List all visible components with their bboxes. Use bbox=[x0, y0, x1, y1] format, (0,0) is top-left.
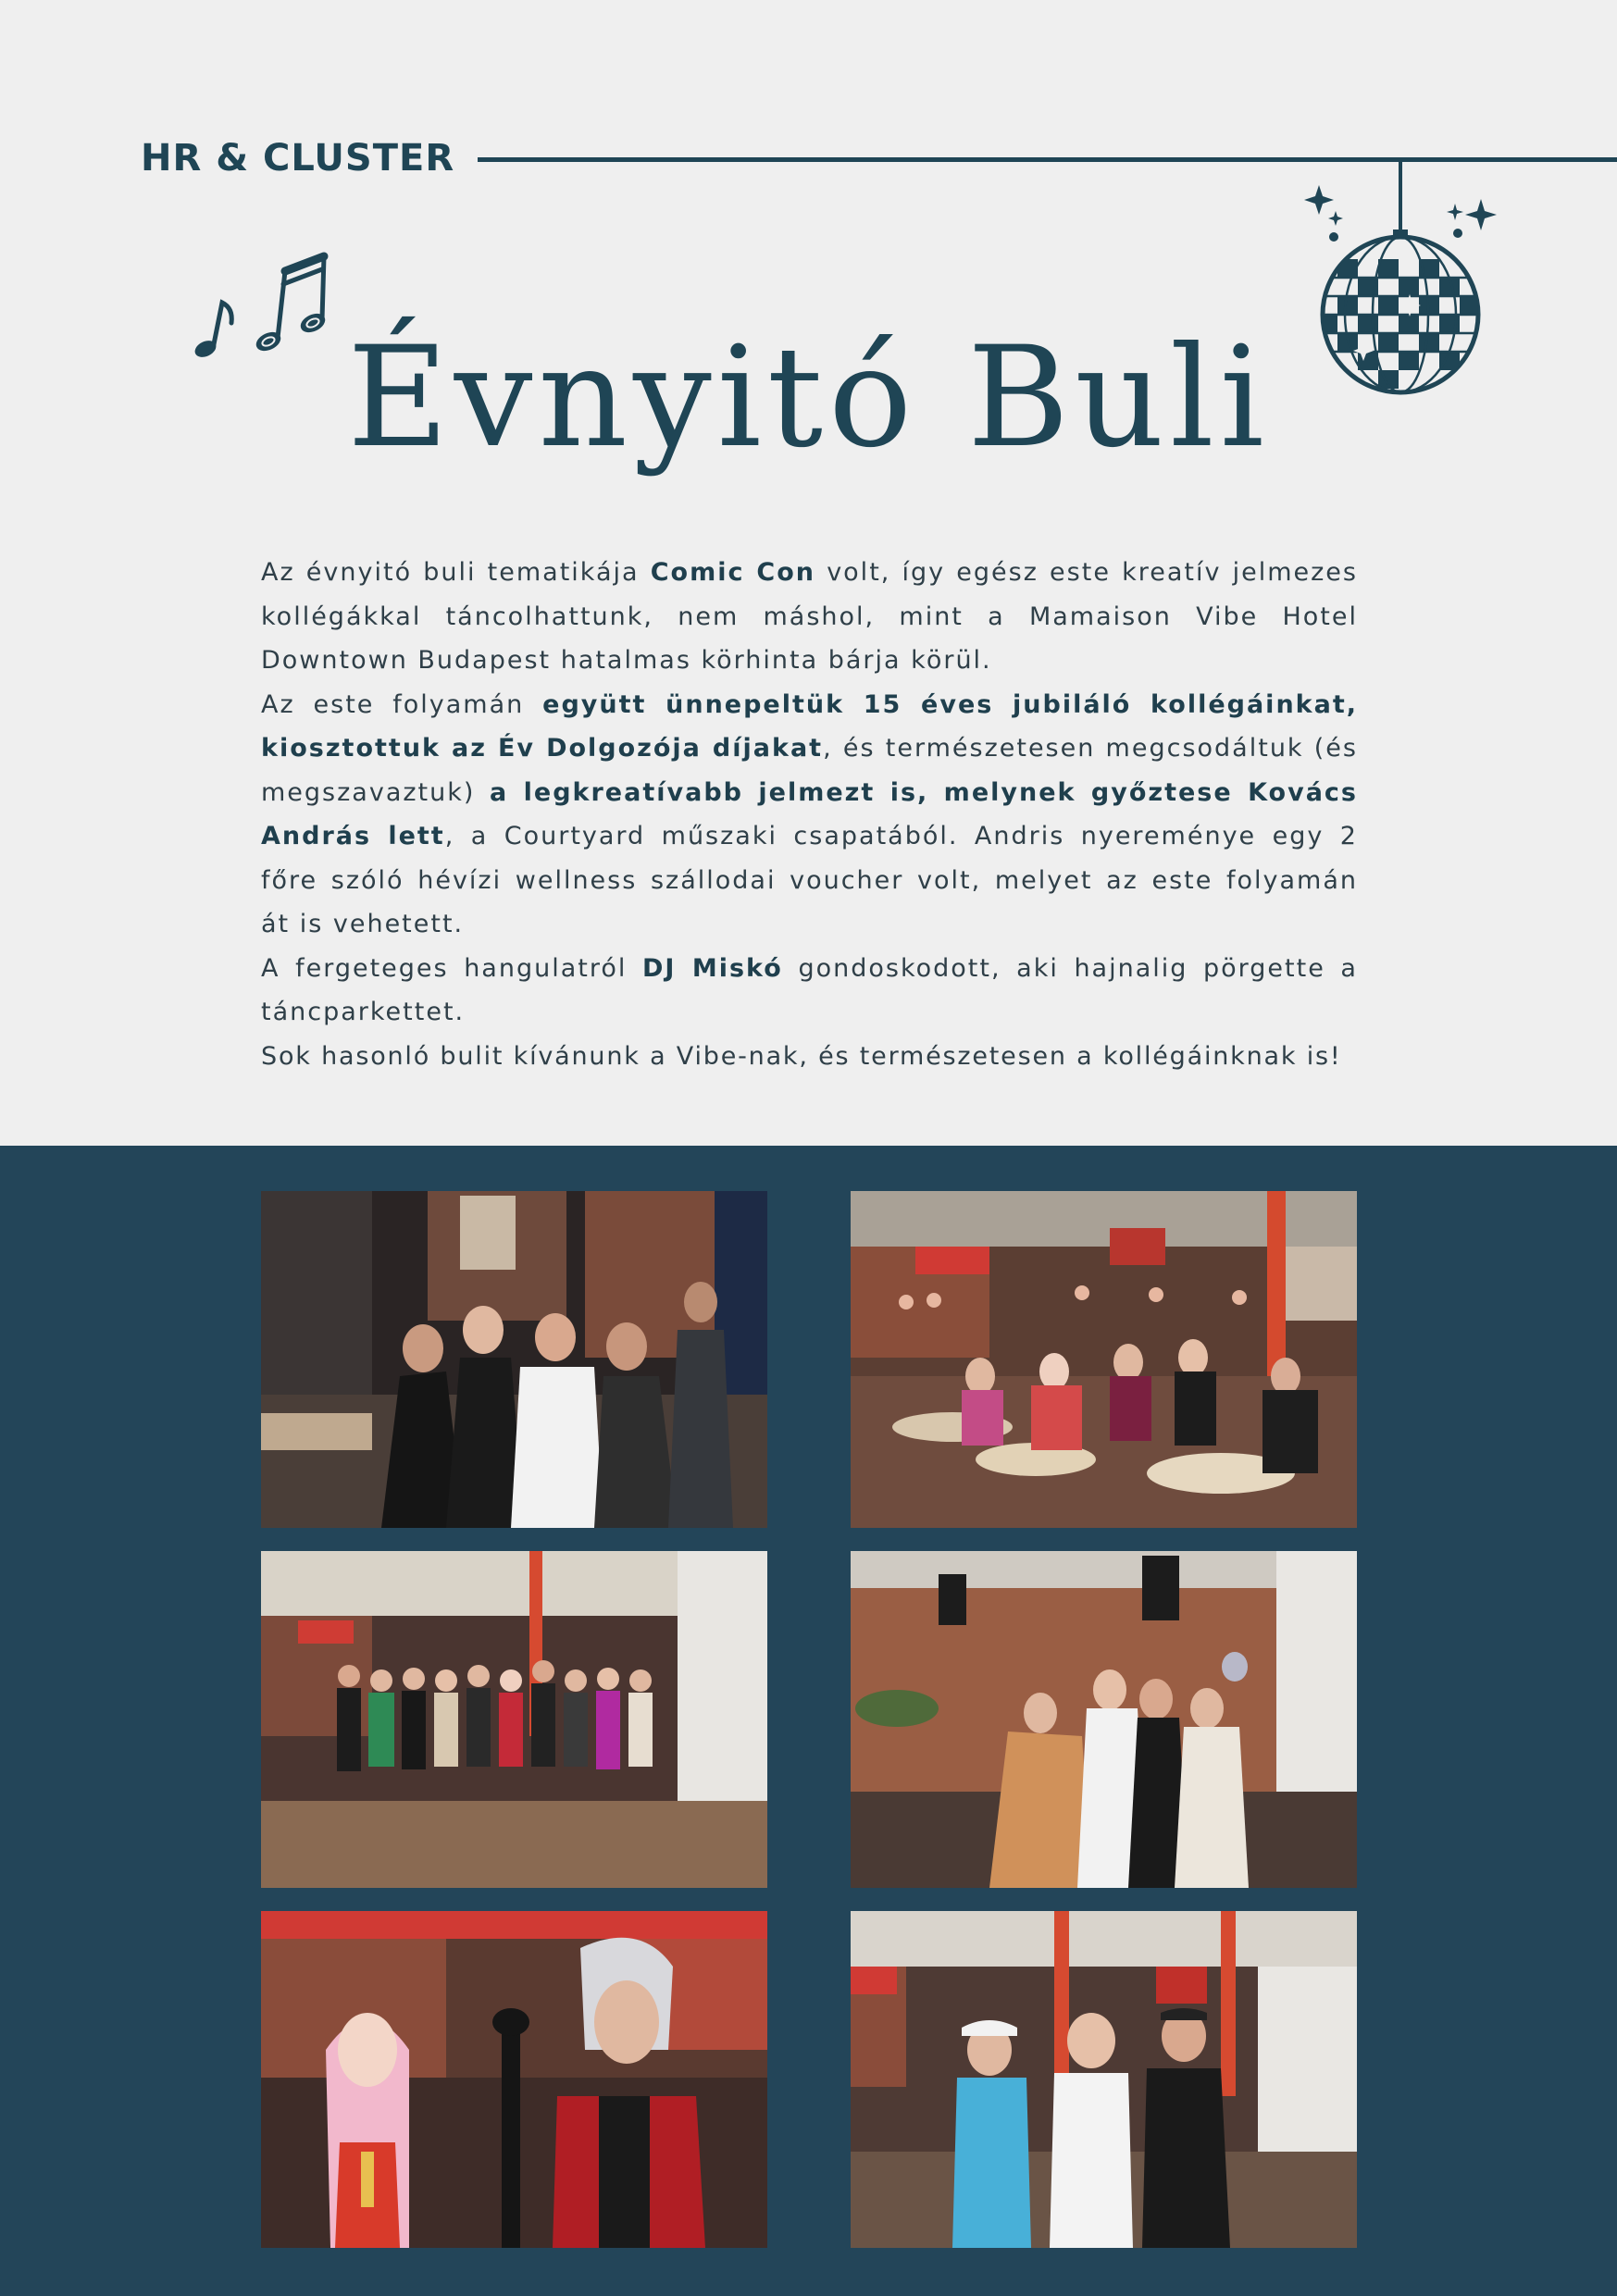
party-photo-5 bbox=[261, 1911, 767, 2248]
article-paragraph-3: A fergeteges hangulatról DJ Miskó gondoskodott, aki hajnalig pörgette a táncparkettet. bbox=[261, 953, 1358, 1026]
photo-gallery bbox=[0, 1146, 1617, 2296]
party-photo-2 bbox=[851, 1191, 1357, 1528]
article-body bbox=[261, 551, 1358, 1078]
article-paragraph-1: Az évnyitó buli tematikája Comic Con volt, így egész este kreatív jelmezes kollégákkal táncolhattunk, nem máshol, mint a Mamaison Vibe Hotel Downtown Budapest hatalmas körhinta bárja körül. bbox=[261, 558, 1358, 675]
party-photo-6 bbox=[851, 1911, 1357, 2248]
party-photo-3 bbox=[261, 1551, 767, 1888]
party-photo-4 bbox=[851, 1551, 1357, 1888]
article-paragraph-2: Az este folyamán együtt ünnepeltük 15 éves jubiláló kollégáinkat, kiosztottuk az Év Dolgozója díjakat, és természetesen megcsodáltuk (és megszavaztuk) a legkreatívabb jelmezt is, melynek győztese Kovács András lett, a Courtyard műszaki csapatából. Andris nyereménye egy 2 főre szóló hévízi wellness szállodai voucher volt, melyet az este folyamán át is vehetett. bbox=[261, 689, 1359, 938]
top-section bbox=[0, 0, 1617, 1146]
page-title: Évnyitó Buli bbox=[347, 317, 1270, 478]
article-paragraph-4: Sok hasonló bulit kívánunk a Vibe-nak, és természetesen a kollégáinknak is! bbox=[261, 1041, 1342, 1071]
section-label: HR & CLUSTER bbox=[141, 137, 455, 180]
party-photo-1 bbox=[261, 1191, 767, 1528]
